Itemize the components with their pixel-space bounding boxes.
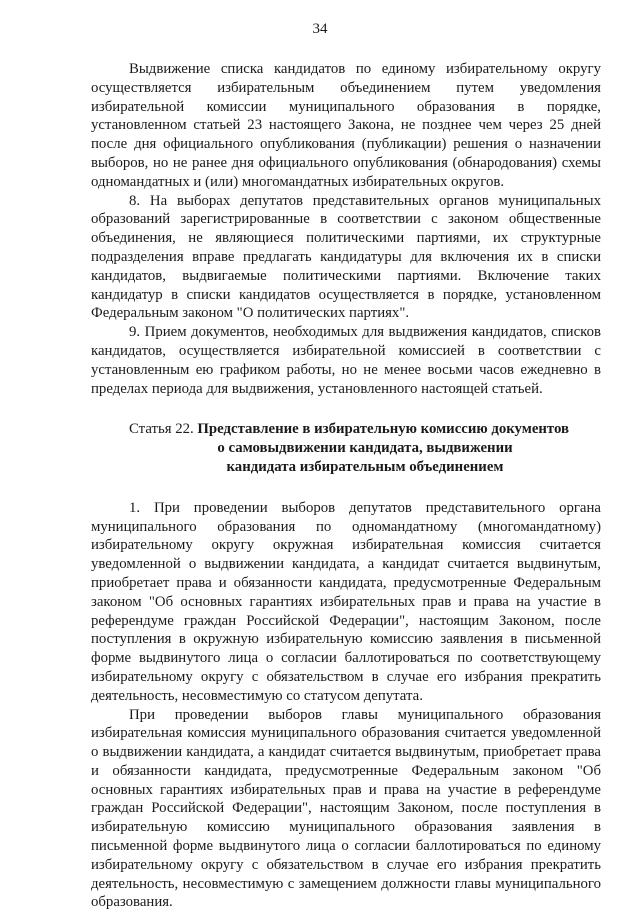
article-title-line-1: Представление в избирательную комиссию документов <box>197 420 569 439</box>
article-heading <box>91 420 601 476</box>
paragraph-head-election: При проведении выборов главы муниципального образования избирательная комиссия муниципального образования считается уведомленной о выдвижении кандидата, а кандидат считается выдвинутым, приобретает права и обязанности кандидата, предусмотренные Федеральным законом "Об основных гарантиях избирательных прав и права на участие в референдуме граждан Российской Федерации", настоящим Законом, после поступления в избирательную комиссию муниципального образования заявления в письменной форме выдвинутого лица о согласии баллотироваться по единому избирательному округу с обязательством в случае его избрания прекратить деятельность, несовместимую с замещением должности главы муниципального образования. <box>91 706 601 912</box>
paragraph-item-8: 8. На выборах депутатов представительных органов муниципальных образований зарегистрированные в соответствии с законом общественные объединения, не являющиеся политическими партиями, их структурные подразделения вправе предлагать кандидатуры для включения их в списки кандидатов, выдвигаемые политическими партиями. Включение таких кандидатур в списки кандидатов осуществляется в порядке, установленном Федеральным законом "О политических партиях". <box>91 192 601 324</box>
article-number: Статья 22. <box>129 420 197 439</box>
page-number: 34 <box>0 21 640 38</box>
paragraph-item-1: 1. При проведении выборов депутатов представительного органа муниципального образования по одномандатному (многомандатному) избирательному округу окружная избирательная комиссия считается уведомленной о выдвижении кандидата, а кандидат считается выдвинутым, приобретает права и обязанности кандидата, предусмотренные Федеральным законом "Об основных гарантиях избирательных прав и права на участие в референдуме граждан Российской Федерации", настоящим Законом, после поступления в окружную избирательную комиссию заявления в письменной форме выдвинутого лица о согласии баллотироваться по соответствующему избирательному округу с обязательством в случае его избрания прекратить деятельность, несовместимую со статусом депутата. <box>91 499 601 706</box>
article-title-line-2: о самовыдвижении кандидата, выдвижении <box>91 439 601 458</box>
paragraph-list-nomination: Выдвижение списка кандидатов по единому избирательному округу осуществляется избирательным объединением путем уведомления избирательной комиссии муниципального образования в порядке, установленном статьей 23 настоящего Закона, не позднее чем через 25 дней после дня официального опубликования (публикации) решения о назначении выборов, но не ранее дня официального опубликования (обнародования) схемы одномандатных и (или) многомандатных избирательных округов. <box>91 60 601 192</box>
document-body <box>91 60 601 912</box>
article-title-line-3: кандидата избирательным объединением <box>91 458 601 477</box>
paragraph-item-9: 9. Прием документов, необходимых для выдвижения кандидатов, списков кандидатов, осуществляется избирательной комиссией в соответствии с установленным ею графиком работы, но не менее восьми часов ежедневно в пределах периода для выдвижения, установленного настоящей статьей. <box>91 323 601 398</box>
